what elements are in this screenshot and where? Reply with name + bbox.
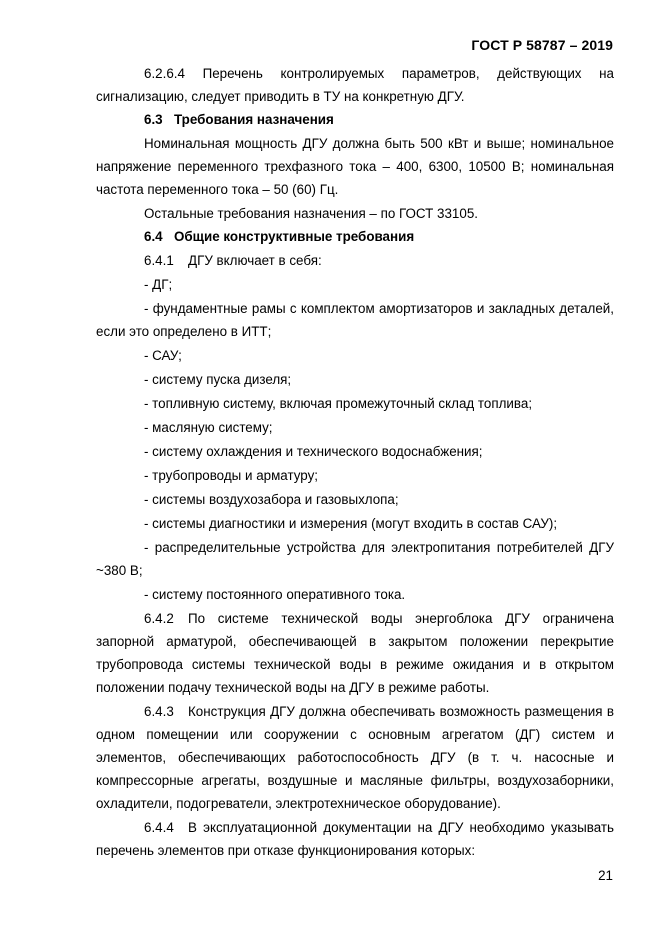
document-body [96,62,614,862]
section-6-3-heading [96,108,614,131]
clause-number: 6.4.3 [144,704,174,719]
clause-6-4-2 [96,607,614,699]
list-item: - трубопроводы и арматуру; [144,468,318,483]
section-6-3-paragraph-2: Остальные требования назначения – по ГОСТ 33105. [144,206,478,221]
clause-6-2-6-4 [96,62,614,108]
list-item: - масляную систему; [144,420,273,435]
section-title: Требования назначения [174,112,334,127]
list-item: - фундаментные рамы с комплектом амортизаторов и закладных деталей, если это определено в ИТТ; [96,301,614,339]
list-item: - систему постоянного оперативного тока. [144,587,406,602]
clause-text: Перечень контролируемых параметров, действующих на сигнализацию, следует приводить в ТУ на конкретную ДГУ. [96,66,614,104]
list-item: - системы диагностики и измерения (могут входить в состав САУ); [144,516,558,531]
clause-number: 6.4.2 [144,611,174,626]
section-6-3-paragraph-1: Номинальная мощность ДГУ должна быть 500 кВт и выше; номинальное напряжение переменного трехфазного тока – 400, 6300, 10500 В; номинальная частота переменного тока – 50 (60) Гц. [96,136,614,197]
list-item: - систему охлаждения и технического водоснабжения; [144,444,483,459]
list-item: - систему пуска дизеля; [144,372,292,387]
clause-text: ДГУ включает в себя: [188,253,322,268]
list-item: - САУ; [144,348,182,363]
clause-text: Конструкция ДГУ должна обеспечивать возможность размещения в одном помещении или сооружении с основным агрегатом (ДГ) систем и элементов, обеспечивающих работоспособность ДГУ (в т. ч. насосные и компрессорные агрегаты, воздушные и масляные фильтры, воздухозаборники, охладители, подогреватели, электротехническое оборудование). [96,704,614,811]
list-item: - топливную систему, включая промежуточный склад топлива; [144,396,533,411]
section-number: 6.4 [144,229,163,244]
clause-6-4-1 [96,249,614,272]
clause-text: В эксплуатационной документации на ДГУ необходимо указывать перечень элементов при отказе функционирования которых: [96,820,614,858]
clause-number: 6.4.4 [144,820,174,835]
list-item: - распределительные устройства для электропитания потребителей ДГУ ~380 В; [96,540,614,578]
section-6-4-heading [96,225,614,248]
list-item: - системы воздухозабора и газовыхлопа; [144,492,399,507]
clause-6-4-4 [96,816,614,862]
clause-text: По системе технической воды энергоблока ДГУ ограничена запорной арматурой, обеспечивающей в закрытом положении перекрытие трубопровода системы технической воды в режиме ожидания и в открытом положении подачу технической воды на ДГУ в режиме работы. [96,611,614,695]
list-item: - ДГ; [144,277,173,292]
section-number: 6.3 [144,112,163,127]
clause-number: 6.2.6.4 [144,66,185,81]
page-number: 21 [598,868,613,883]
clause-6-4-3 [96,700,614,815]
clause-number: 6.4.1 [144,253,174,268]
document-code: ГОСТ Р 58787 – 2019 [471,37,613,53]
section-title: Общие конструктивные требования [174,229,415,244]
